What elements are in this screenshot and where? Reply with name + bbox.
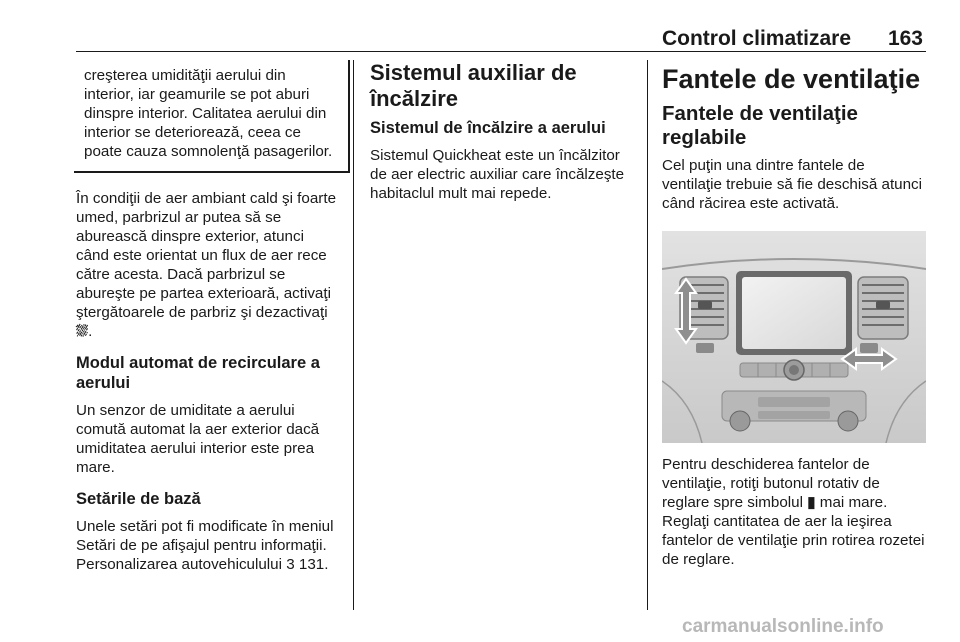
section-title: Fantele de ventilaţie bbox=[662, 64, 921, 94]
page-header bbox=[76, 27, 926, 51]
dashboard-vents-illustration bbox=[662, 231, 926, 443]
paragraph: Cel puţin una dintre fantele de ventilaţie trebuie să fie deschisă atunci când răcirea este activată. bbox=[662, 157, 923, 212]
paragraph-text: Pentru deschiderea fantelor de ventilaţie, rotiţi butonul rotativ de reglare spre simbolul bbox=[662, 456, 880, 511]
column-middle bbox=[370, 60, 635, 203]
section-title: Sistemul auxiliar de încălzire bbox=[370, 60, 577, 111]
dashboard-illustration-svg bbox=[662, 231, 926, 443]
section-subtitle: Sistemul de încălzire a aerului bbox=[370, 119, 606, 137]
column-right bbox=[662, 60, 927, 569]
paragraph-text: mai mare. Reglaţi cantitatea de aer la ieşirea fantelor de ventilaţie prin rotirea rozetei de reglare. bbox=[662, 494, 925, 568]
paragraph-text: În condiţii de aer ambiant cald şi foarte umed, parbrizul ar putea să se aburească dinspre exterior, atunci când este orientat un flux de aer rece către acesta. Dacă parbrizul se abureşte pe partea exterioară, activaţi ştergătoarele de parbriz şi dezactivaţi bbox=[76, 190, 337, 321]
header-title: Control climatizare bbox=[661, 27, 851, 50]
infotainment-screen bbox=[736, 271, 852, 355]
paragraph: Un senzor de umiditate a aerului comută automat la aer exterior dacă umiditatea aerului interior este prea mare. bbox=[76, 402, 320, 476]
section-heading: Modul automat de recirculare a aerului bbox=[76, 354, 320, 392]
section-heading: Setările de bază bbox=[76, 490, 201, 508]
header-rule bbox=[76, 51, 926, 52]
watermark: carmanualsonline.info bbox=[682, 616, 884, 637]
paragraph bbox=[76, 517, 340, 574]
column-left bbox=[76, 60, 340, 574]
vent-open-symbol-icon: ▮ bbox=[807, 494, 816, 511]
column-divider bbox=[647, 60, 648, 610]
paragraph-text: Unele setări pot fi modificate în meniul Setări de pe afişajul pentru informaţii. Personalizarea autovehiculului bbox=[76, 518, 334, 573]
note-text: creşterea umidităţii aerului din interior, iar geamurile se pot aburi dinspre interior. Calitatea aerului din interior se deteriorează, ceea ce poate cauza somnolenţă pasagerilor. bbox=[84, 67, 333, 160]
page-reference-link[interactable]: 3 131. bbox=[286, 556, 329, 573]
right-air-vent bbox=[858, 277, 908, 339]
paragraph bbox=[76, 189, 340, 341]
page-number: 163 bbox=[887, 27, 923, 50]
paragraph bbox=[662, 455, 927, 569]
paragraph-end: . bbox=[88, 323, 93, 340]
paragraph: Sistemul Quickheat este un încălzitor de aer electric auxiliar care încălzeşte habitaclul mult mai repede. bbox=[370, 147, 625, 202]
column-divider bbox=[353, 60, 354, 610]
note-box bbox=[74, 60, 350, 173]
section-subtitle: Fantele de ventilaţie reglabile bbox=[662, 102, 858, 149]
rear-wiper-icon: ⛆ bbox=[76, 323, 89, 340]
